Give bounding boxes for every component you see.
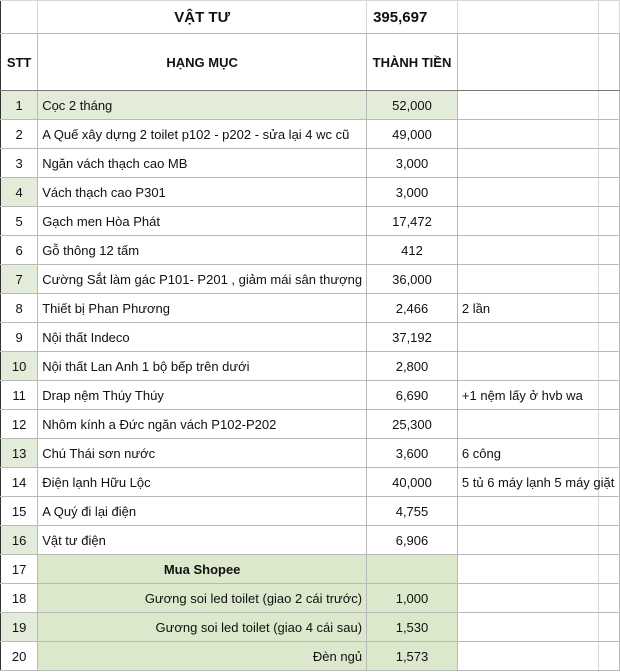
cell-item[interactable]: Nhôm kính a Đức ngăn vách P102-P202	[38, 410, 367, 439]
cell-note[interactable]	[457, 178, 619, 207]
table-row	[1, 91, 620, 120]
cell-item[interactable]: Ngăn vách thạch cao MB	[38, 149, 367, 178]
cell-amount[interactable]: 17,472	[367, 207, 458, 236]
cell-stt[interactable]: 18	[1, 584, 38, 613]
table-row	[1, 294, 620, 323]
table-row	[1, 352, 620, 381]
table-row	[1, 381, 620, 410]
cell-note[interactable]	[457, 149, 619, 178]
cell-amount[interactable]: 40,000	[367, 468, 458, 497]
table-row	[1, 149, 620, 178]
table-row	[1, 178, 620, 207]
cell-item[interactable]: Gạch men Hòa Phát	[38, 207, 367, 236]
cell-note[interactable]: +1 nệm lấy ở hvb wa	[457, 381, 619, 410]
table-row	[1, 207, 620, 236]
cell-amount[interactable]: 36,000	[367, 265, 458, 294]
cell-stt[interactable]: 4	[1, 178, 38, 207]
header-item[interactable]: HẠNG MỤC	[38, 34, 367, 91]
title-label[interactable]: VẬT TƯ	[38, 1, 367, 34]
cell-note[interactable]	[457, 207, 619, 236]
cell-item[interactable]: Gỗ thông 12 tấm	[38, 236, 367, 265]
cell-note[interactable]	[457, 555, 619, 584]
cell-note[interactable]	[457, 410, 619, 439]
cell-amount[interactable]: 49,000	[367, 120, 458, 149]
cell-amount[interactable]: 412	[367, 236, 458, 265]
cell-item[interactable]: Đèn ngủ	[38, 642, 367, 671]
cell-stt[interactable]: 9	[1, 323, 38, 352]
cell-stt[interactable]: 8	[1, 294, 38, 323]
table-row	[1, 584, 620, 613]
cell-stt[interactable]: 12	[1, 410, 38, 439]
table-row	[1, 265, 620, 294]
table-row	[1, 236, 620, 265]
cell-stt[interactable]: 19	[1, 613, 38, 642]
cell-note[interactable]: 2 lần	[457, 294, 619, 323]
table-row	[1, 323, 620, 352]
cell-note[interactable]	[457, 120, 619, 149]
title-cell-empty[interactable]	[1, 1, 38, 34]
cell-item[interactable]: Nội thất Lan Anh 1 bộ bếp trên dưới	[38, 352, 367, 381]
title-note-empty[interactable]	[457, 1, 619, 34]
cell-amount[interactable]: 3,600	[367, 439, 458, 468]
cell-amount[interactable]: 1,000	[367, 584, 458, 613]
cell-note[interactable]	[457, 642, 619, 671]
cell-item[interactable]: Nội thất Indeco	[38, 323, 367, 352]
cell-stt[interactable]: 17	[1, 555, 38, 584]
cell-amount[interactable]: 2,466	[367, 294, 458, 323]
cell-note[interactable]: 6 công	[457, 439, 619, 468]
cell-stt[interactable]: 3	[1, 149, 38, 178]
cell-item[interactable]: A Quế xây dựng 2 toilet p102 - p202 - sửa lại 4 wc cũ	[38, 120, 367, 149]
title-row	[1, 1, 620, 34]
table-row	[1, 642, 620, 671]
cell-stt[interactable]: 14	[1, 468, 38, 497]
cell-stt[interactable]: 11	[1, 381, 38, 410]
cell-stt[interactable]: 7	[1, 265, 38, 294]
header-stt[interactable]: STT	[1, 34, 38, 91]
cell-stt[interactable]: 20	[1, 642, 38, 671]
cell-stt[interactable]: 16	[1, 526, 38, 555]
table-row	[1, 120, 620, 149]
cell-note[interactable]	[457, 497, 619, 526]
cell-item[interactable]: Cọc 2 tháng	[38, 91, 367, 120]
cell-note[interactable]	[457, 584, 619, 613]
cell-amount[interactable]: 25,300	[367, 410, 458, 439]
table-row	[1, 410, 620, 439]
cell-item[interactable]: A Quý đi lại điện	[38, 497, 367, 526]
header-amount[interactable]: THÀNH TIỀN	[367, 34, 458, 91]
cell-note[interactable]	[457, 323, 619, 352]
cell-amount[interactable]	[367, 555, 458, 584]
title-total[interactable]: 395,697	[367, 1, 458, 34]
cell-note[interactable]	[457, 526, 619, 555]
cell-amount[interactable]: 3,000	[367, 149, 458, 178]
cell-item[interactable]: Cường Sắt làm gác P101- P201 , giảm mái sân thượng	[38, 265, 367, 294]
cell-note[interactable]: 5 tủ 6 máy lạnh 5 máy giặt	[457, 468, 619, 497]
cell-note[interactable]	[457, 613, 619, 642]
table-row	[1, 526, 620, 555]
cell-amount[interactable]: 4,755	[367, 497, 458, 526]
table-row	[1, 439, 620, 468]
cell-amount[interactable]: 52,000	[367, 91, 458, 120]
table-row	[1, 497, 620, 526]
cell-amount[interactable]: 1,573	[367, 642, 458, 671]
header-row	[1, 34, 620, 91]
cell-note[interactable]	[457, 236, 619, 265]
cell-amount[interactable]: 37,192	[367, 323, 458, 352]
cell-item[interactable]: Drap nệm Thúy Thúy	[38, 381, 367, 410]
cell-note[interactable]	[457, 265, 619, 294]
cell-amount[interactable]: 6,690	[367, 381, 458, 410]
cell-item[interactable]: Chú Thái sơn nước	[38, 439, 367, 468]
cell-amount[interactable]: 2,800	[367, 352, 458, 381]
table-row	[1, 555, 620, 584]
cell-item[interactable]: Vách thạch cao P301	[38, 178, 367, 207]
cell-amount[interactable]: 1,530	[367, 613, 458, 642]
header-note[interactable]	[457, 34, 619, 91]
cell-item[interactable]: Điện lạnh Hữu Lộc	[38, 468, 367, 497]
cell-item[interactable]: Gương soi led toilet (giao 2 cái trước)	[38, 584, 367, 613]
cell-note[interactable]	[457, 91, 619, 120]
cell-amount[interactable]: 6,906	[367, 526, 458, 555]
cell-stt[interactable]: 10	[1, 352, 38, 381]
cell-stt[interactable]: 2	[1, 120, 38, 149]
cell-stt[interactable]: 1	[1, 91, 38, 120]
cell-amount[interactable]: 3,000	[367, 178, 458, 207]
cell-note[interactable]	[457, 352, 619, 381]
cell-stt[interactable]: 15	[1, 497, 38, 526]
cell-stt[interactable]: 5	[1, 207, 38, 236]
table-row	[1, 613, 620, 642]
cell-item[interactable]: Vật tư điện	[38, 526, 367, 555]
cell-stt[interactable]: 6	[1, 236, 38, 265]
cell-item[interactable]: Gương soi led toilet (giao 4 cái sau)	[38, 613, 367, 642]
table-row	[1, 468, 620, 497]
cell-item[interactable]: Thiết bị Phan Phương	[38, 294, 367, 323]
cell-item[interactable]: Mua Shopee	[38, 555, 367, 584]
cell-stt[interactable]: 13	[1, 439, 38, 468]
